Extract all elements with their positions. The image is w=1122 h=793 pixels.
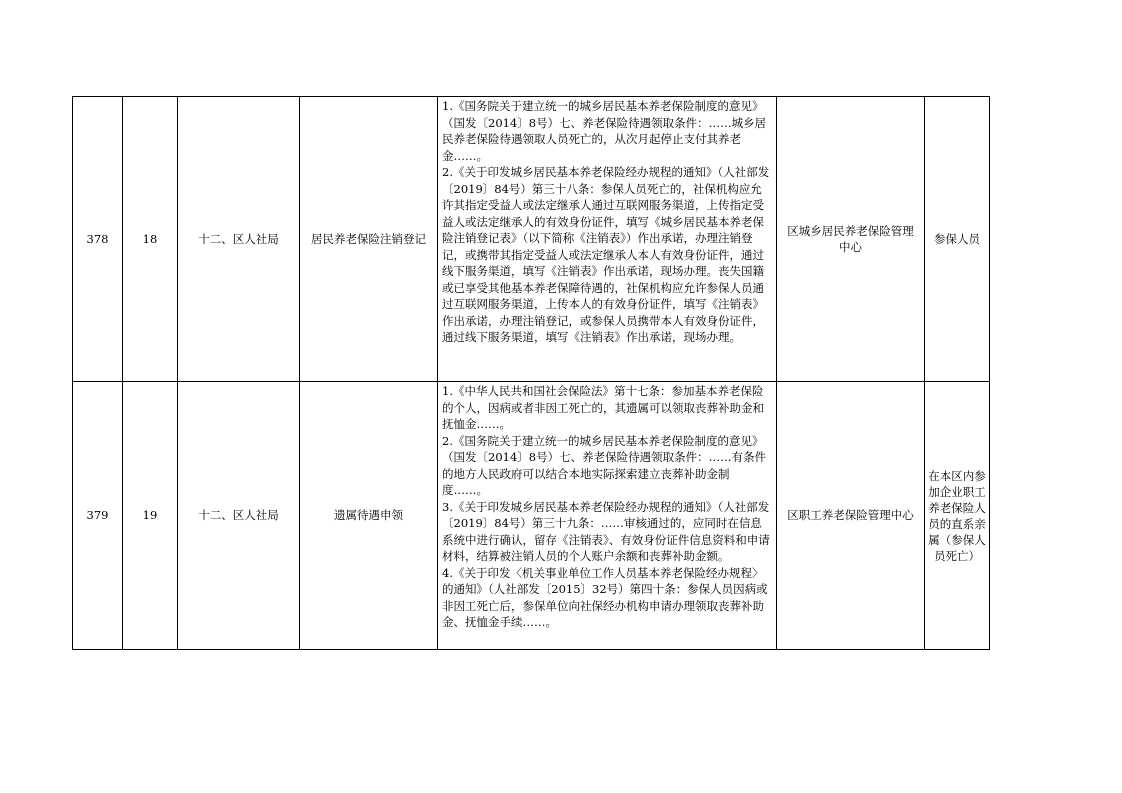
seq-cell: 379: [73, 382, 123, 650]
legal-basis-cell: [438, 382, 777, 650]
office-cell: 区城乡居民养老保险管理中心: [777, 97, 925, 382]
target-cell: 参保人员: [925, 97, 990, 382]
basis-clause: 3.《关于印发城乡居民基本养老保险经办规程的通知》（人社部发〔2019〕84号）第三十九条：……审核通过的，应同时在信息系统中进行确认，留存《注销表》、有效身份证件信息资料和申请材料，结算被注销人员的个人账户余额和丧葬补助金额。: [442, 499, 770, 563]
sub-seq-cell: 19: [123, 382, 178, 650]
basis-clause: 2.《国务院关于建立统一的城乡居民基本养老保险制度的意见》（国发〔2014〕8号）七、养老保险待遇领取条件：……有条件的地方人民政府可以结合本地实际探索建立丧葬补助金制度……。: [442, 433, 767, 497]
basis-clause: 1.《中华人民共和国社会保险法》第十七条：参加基本养老保险的个人，因病或者非因工死亡的，其遗属可以领取丧葬补助金和抚恤金……。: [442, 384, 764, 431]
legal-basis-cell: [438, 97, 777, 382]
sub-seq-cell: 18: [123, 97, 178, 382]
basis-clause: 1.《国务院关于建立统一的城乡居民基本养老保险制度的意见》（国发〔2014〕8号）七、养老保险待遇领取条件：……城乡居民养老保险待遇领取人员死亡的，从次月起停止支付其养老金……。: [442, 99, 767, 163]
target-cell: 在本区内参加企业职工养老保险人员的直系亲属（参保人员死亡）: [925, 382, 990, 650]
basis-clause: 4.《关于印发〈机关事业单位工作人员基本养老保险经办规程〉的通知》（人社部发〔2015〕32号）第四十条：参保人员因病或非因工死亡后，参保单位向社保经办机构申请办理领取丧葬补助金、抚恤金手续……。: [442, 565, 768, 629]
basis-clause: 2.《关于印发城乡居民基本养老保险经办规程的通知》（人社部发〔2019〕84号）第三十八条：参保人员死亡的，社保机构应允许其指定受益人或法定继承人通过互联网服务渠道，上传指定受益人或法定继承人的有效身份证件，填写《城乡居民基本养老保险注销登记表》（以下简称《注销表》）作出承诺，办理注销登记，或携带其指定受益人或法定继承人本人有效身份证件，通过线下服务渠道，填写《注销表》作出承诺，现场办理。丧失国籍或已享受其他基本养老保障待遇的，社保机构应允许参保人员通过互联网服务渠道，上传本人的有效身份证件，填写《注销表》作出承诺，办理注销登记，或参保人员携带本人有效身份证件，通过线下服务渠道，填写《注销表》作出承诺，现场办理。: [442, 165, 770, 344]
table-row: [73, 382, 990, 650]
office-cell: 区职工养老保险管理中心: [777, 382, 925, 650]
item-name-cell: 居民养老保险注销登记: [300, 97, 438, 382]
department-cell: 十二、区人社局: [178, 97, 300, 382]
seq-cell: 378: [73, 97, 123, 382]
responsibility-table: [72, 96, 990, 650]
department-cell: 十二、区人社局: [178, 382, 300, 650]
table-row: [73, 97, 990, 382]
item-name-cell: 遗属待遇申领: [300, 382, 438, 650]
